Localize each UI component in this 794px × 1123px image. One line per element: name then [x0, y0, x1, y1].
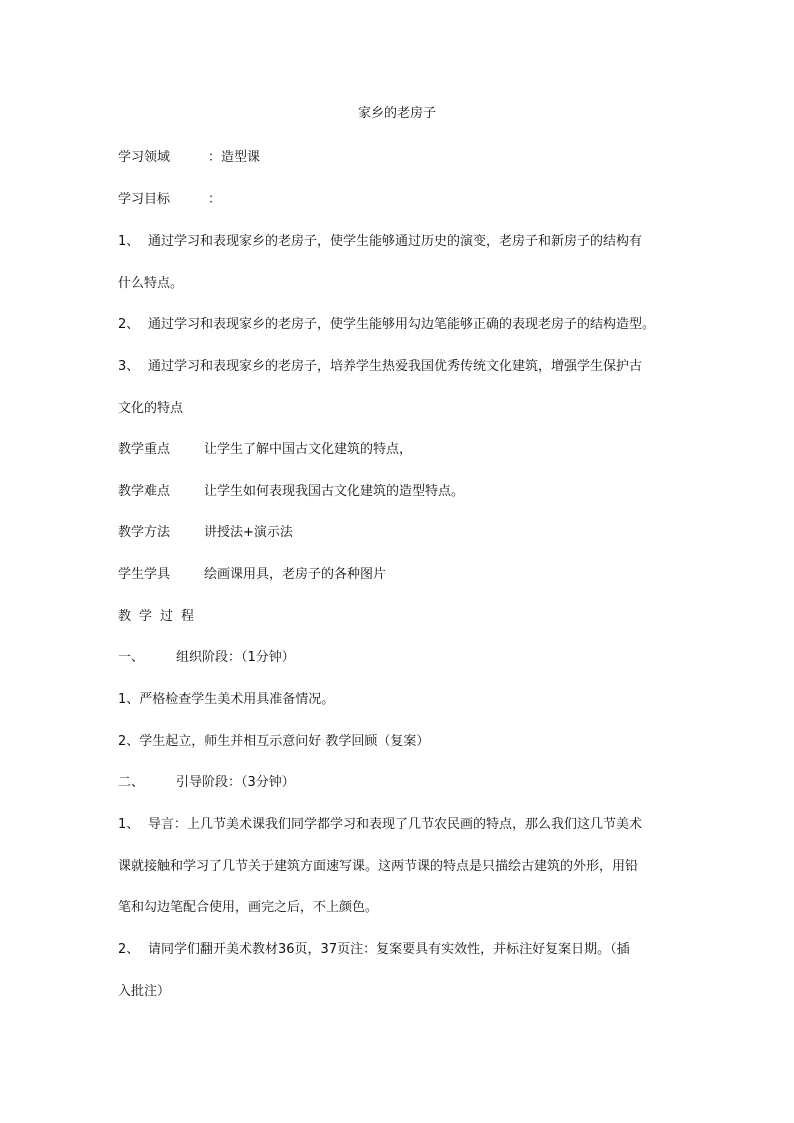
- domain-value: ：造型课: [208, 150, 261, 165]
- goal-item-3: [118, 357, 642, 377]
- goal-item-2: [118, 315, 655, 335]
- goal-value: ：: [208, 192, 222, 207]
- stage-2-item-1-line-3: 笔和勾边笔配合使用，画完之后，不上颜色。: [118, 900, 379, 915]
- tools-value: 绘画课用具，老房子的各种图片: [204, 567, 387, 582]
- goal-3-line-2: 文化的特点: [118, 401, 184, 416]
- goal-item-1: [118, 232, 642, 252]
- goal-2-line-1: 通过学习和表现家乡的老房子，使学生能够用勾边笔能够正确的表现老房子的结构造型。: [148, 317, 656, 332]
- method-row: [118, 523, 293, 543]
- goal-1-number: 1、: [118, 234, 140, 249]
- stage-1-number: 一、: [118, 650, 145, 665]
- document-title: 家乡的老房子: [357, 106, 436, 121]
- stage-2-item-1-line-2: 课就接触和学习了几节关于建筑方面速写课。这两节课的特点是只描绘古建筑的外形，用铅: [118, 859, 639, 874]
- goal-row: [118, 190, 221, 210]
- goal-1-line-1: 通过学习和表现家乡的老房子，使学生能够通过历史的演变，老房子和新房子的结构有: [148, 234, 643, 249]
- stage-2-text: 引导阶段：（3分钟）: [176, 775, 295, 790]
- difficult-row: [118, 482, 464, 502]
- difficult-value: 让学生如何表现我国古文化建筑的造型特点。: [204, 484, 465, 499]
- goal-label: 学习目标: [118, 192, 171, 207]
- stage-2-item-1: [118, 815, 642, 835]
- domain-label: 学习领域: [118, 150, 171, 165]
- stage-2-item-1-line-1: 导言：上几节美术课我们同学都学习和表现了几节农民画的特点，那么我们这几节美术: [148, 817, 643, 832]
- stage-1-heading: [118, 648, 295, 668]
- method-label: 教学方法: [118, 525, 171, 540]
- stage-2-item-1-number: 1、: [118, 817, 140, 832]
- domain-row: [118, 148, 260, 168]
- goal-3-line-1: 通过学习和表现家乡的老房子，培养学生热爱我国优秀传统文化建筑，增强学生保护古: [148, 359, 643, 374]
- stage-2-item-2-line-1: 请同学们翻开美术教材36页，37页注：复案要具有实效性，并标注好复案日期。（插: [148, 942, 630, 957]
- goal-3-number: 3、: [118, 359, 140, 374]
- tools-label: 学生学具: [118, 567, 171, 582]
- stage-1-text: 组织阶段：（1分钟）: [176, 650, 295, 665]
- stage-2-item-2: [118, 940, 630, 960]
- key-value: 让学生了解中国古文化建筑的特点，: [204, 442, 413, 457]
- tools-row: [118, 565, 386, 585]
- stage-2-item-2-number: 2、: [118, 942, 140, 957]
- stage-2-number: 二、: [118, 775, 145, 790]
- goal-1-line-2: 什么特点。: [118, 276, 184, 291]
- stage-2-item-2-line-2: 入批注）: [118, 984, 171, 999]
- process-heading: 教学过程: [118, 609, 203, 624]
- stage-1-item-1: 1、严格检查学生美术用具准备情况。: [118, 692, 335, 707]
- method-value: 讲授法+演示法: [204, 525, 293, 540]
- difficult-label: 教学难点: [118, 484, 171, 499]
- key-row: [118, 440, 412, 460]
- key-label: 教学重点: [118, 442, 171, 457]
- goal-2-number: 2、: [118, 317, 140, 332]
- stage-1-item-2: 2、学生起立，师生并相互示意问好 教学回顾（复案）: [118, 734, 430, 749]
- stage-2-heading: [118, 773, 295, 793]
